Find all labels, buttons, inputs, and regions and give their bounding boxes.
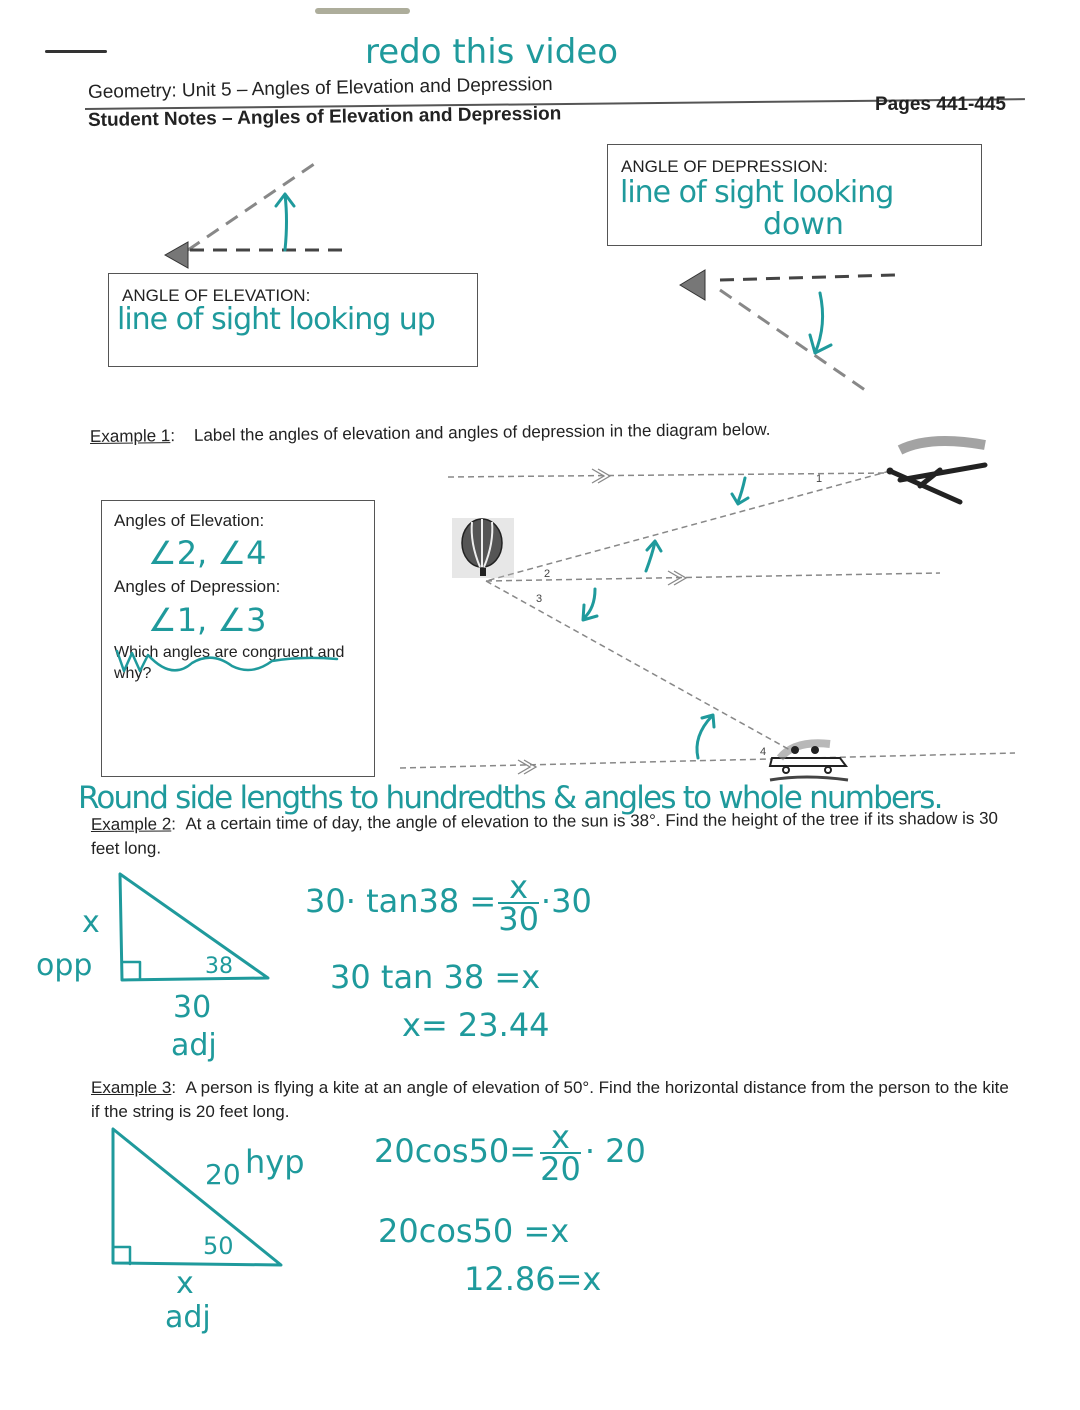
example3-label: Example 3 [91, 1078, 172, 1097]
ex3-side-x: x [176, 1266, 194, 1301]
depression-diagram [675, 255, 905, 405]
ex3-fraction [540, 1118, 581, 1188]
rounding-note: Round side lengths to hundredths & angles to whole numbers. [78, 780, 942, 816]
svg-text:4: 4 [760, 746, 767, 758]
boat-icon [770, 743, 848, 780]
congruent-question: Which angles are congruent and why? [114, 644, 345, 682]
example1-text: Label the angles of elevation and angles of depression in the diagram below. [193, 419, 771, 445]
depression-answer: ∠1, ∠3 [148, 601, 267, 639]
airplane-icon [887, 441, 986, 502]
svg-text:1: 1 [816, 473, 823, 485]
example3-prompt [91, 1076, 1021, 1124]
elevation-definition: line of sight looking up [117, 302, 435, 337]
redo-annotation: redo this video [365, 32, 619, 72]
example2-text: At a certain time of day, the angle of elevation to the sun is 38°. Find the height of the tree if its shadow is 30 feet long. [91, 808, 999, 858]
ex3-numerator: x [540, 1122, 581, 1154]
example1-answer-box [101, 500, 375, 777]
ex2-angle: 38 [205, 954, 233, 979]
svg-text:3: 3 [536, 593, 543, 605]
scan-smudge [315, 8, 410, 14]
svg-text:2: 2 [544, 568, 551, 580]
elevation-answer-label: Angles of Elevation: [114, 511, 265, 530]
example1-diagram [400, 440, 1040, 790]
elevation-label: ANGLE OF ELEVATION: [122, 286, 311, 305]
example2-prompt [91, 806, 1031, 861]
ex3-denominator: 20 [540, 1150, 581, 1188]
colon: : [171, 814, 186, 834]
ex2-opp-label: opp [36, 948, 93, 983]
ex3-work-line3: 12.86=x [464, 1260, 602, 1298]
depression-box [607, 144, 982, 246]
ex3-work-line1 [374, 1118, 646, 1188]
ex2-line1-left: 30· tan38 = [305, 882, 497, 920]
elevation-answer: ∠2, ∠4 [148, 534, 267, 572]
elevation-box [108, 273, 478, 367]
example2-triangle [110, 868, 280, 988]
elevation-diagram [160, 150, 360, 270]
ex3-adj-label: adj [165, 1300, 211, 1335]
example1-label: Example 1 [89, 426, 171, 446]
example3-text: A person is flying a kite at an angle of elevation of 50°. Find the horizontal distance from the person to the kite if the string is 20 feet long. [91, 1078, 1009, 1121]
colon: : [171, 1078, 186, 1097]
hot-air-balloon-icon [452, 518, 514, 578]
course-line: Geometry: Unit 5 – Angles of Elevation and Depression [87, 73, 553, 103]
ex3-hyp-label: hyp [245, 1143, 305, 1181]
pages-ref: Pages 441-445 [875, 94, 1006, 115]
ex3-hyp-value: 20 [205, 1158, 241, 1191]
depression-definition-line1: line of sight looking [620, 175, 894, 210]
ex2-adj-label: adj [171, 1028, 217, 1063]
depression-label: ANGLE OF DEPRESSION: [621, 157, 828, 176]
ex2-work-line1 [305, 868, 592, 938]
example2-label: Example 2 [90, 814, 172, 835]
ex2-numerator: x [498, 872, 539, 904]
ex2-work-line3: x= 23.44 [402, 1006, 550, 1044]
ex2-work-line2: 30 tan 38 =x [330, 958, 541, 996]
ex2-side-x: x [82, 905, 100, 940]
depression-answer-label: Angles of Depression: [114, 577, 281, 596]
ex2-denominator: 30 [498, 900, 539, 938]
ex3-angle: 50 [203, 1232, 234, 1260]
ex2-fraction [498, 868, 539, 938]
ex3-line1-left: 20cos50= [374, 1132, 537, 1170]
ex2-side-30: 30 [173, 990, 212, 1025]
depression-definition-line2: down [763, 207, 844, 242]
ex3-line1-right: · 20 [584, 1132, 646, 1170]
ex2-line1-right: ·30 [540, 882, 592, 920]
notes-title: Student Notes – Angles of Elevation and Depression [87, 103, 562, 131]
stray-mark [45, 50, 107, 53]
scribble [112, 641, 352, 681]
colon: : [170, 425, 195, 446]
ex3-work-line2: 20cos50 =x [378, 1212, 570, 1250]
